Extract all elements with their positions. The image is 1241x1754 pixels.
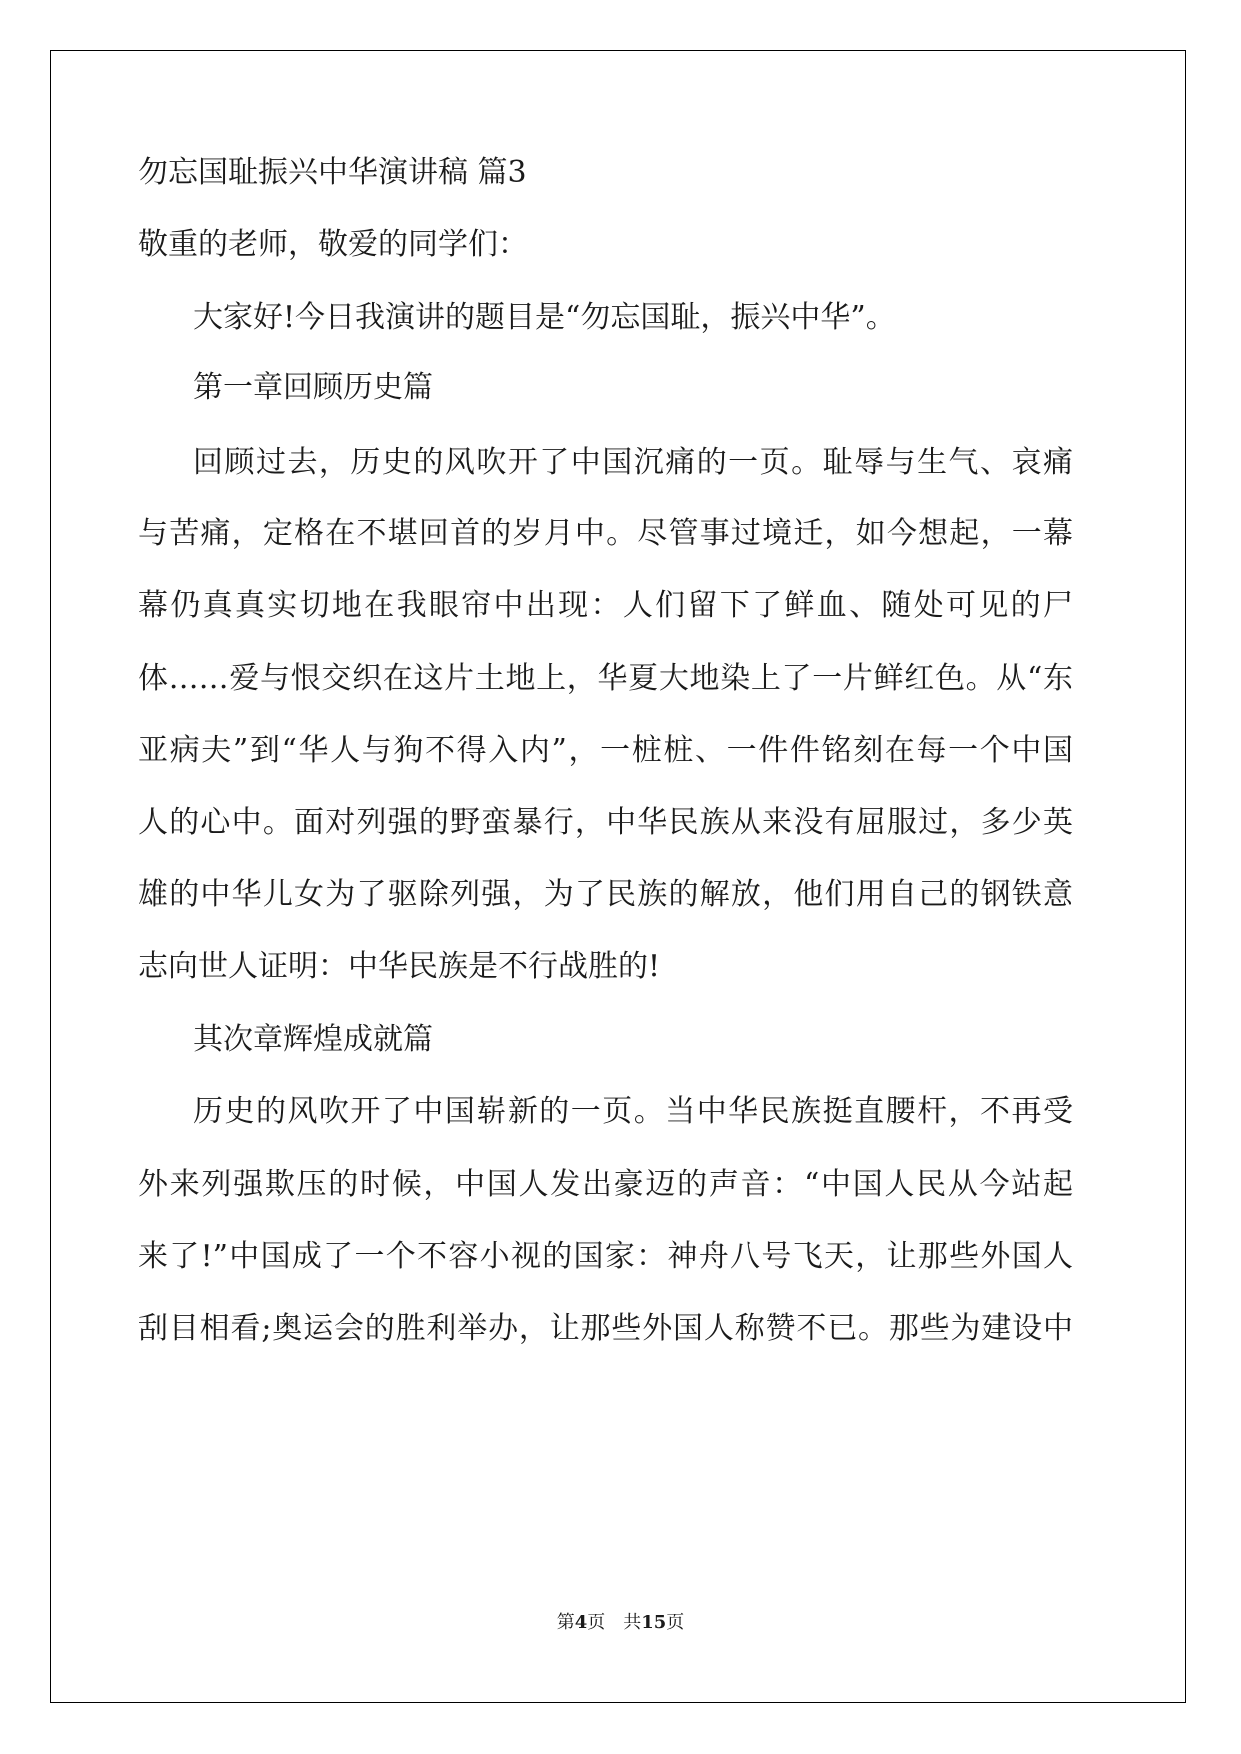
chapter2-line: 外来列强欺压的时候，中国人发出豪迈的声音：“中国人民从今站起 [138,1167,1073,1202]
salutation: 敬重的老师，敬爱的同学们： [138,227,528,262]
chapter1-line: 体……爱与恨交织在这片土地上，华夏大地染上了一片鲜红色。从“东 [138,661,1073,696]
footer-prefix: 第 [556,1612,575,1633]
page-footer [0,1608,1241,1634]
footer-mid: 页 共 [587,1612,642,1633]
chapter1-line: 亚病夫”到“华人与狗不得入内”，一桩桩、一件件铭刻在每一个中国 [138,733,1073,768]
chapter1-line: 人的心中。面对列强的野蛮暴行，中华民族从来没有屈服过，多少英 [138,805,1073,840]
total-page-number: 15 [641,1612,667,1633]
chapter1-line: 幕仍真真实切地在我眼帘中出现：人们留下了鲜血、随处可见的尸 [138,588,1073,623]
chapter1-line: 回顾过去，历史的风吹开了中国沉痛的一页。耻辱与生气、哀痛 [193,445,1073,480]
chapter2-line: 来了!”中国成了一个不容小视的国家：神舟八号飞天，让那些外国人 [138,1239,1073,1274]
chapter1-line: 雄的中华儿女为了驱除列强，为了民族的解放，他们用自己的钢铁意 [138,877,1073,912]
document-title: 勿忘国耻振兴中华演讲稿 篇3 [138,155,527,190]
current-page-number: 4 [574,1612,588,1633]
chapter2-heading: 其次章辉煌成就篇 [193,1022,433,1057]
chapter2-line: 刮目相看;奥运会的胜利举办，让那些外国人称赞不已。那些为建设中 [138,1311,1073,1346]
chapter1-line: 与苦痛，定格在不堪回首的岁月中。尽管事过境迁，如今想起，一幕 [138,516,1073,551]
chapter1-heading: 第一章回顾历史篇 [193,370,433,405]
greeting-paragraph: 大家好!今日我演讲的题目是“勿忘国耻，振兴中华”。 [193,300,896,335]
chapter1-line: 志向世人证明：中华民族是不行战胜的! [138,949,661,984]
chapter2-line: 历史的风吹开了中国崭新的一页。当中华民族挺直腰杆，不再受 [193,1094,1073,1129]
footer-suffix: 页 [666,1612,685,1633]
